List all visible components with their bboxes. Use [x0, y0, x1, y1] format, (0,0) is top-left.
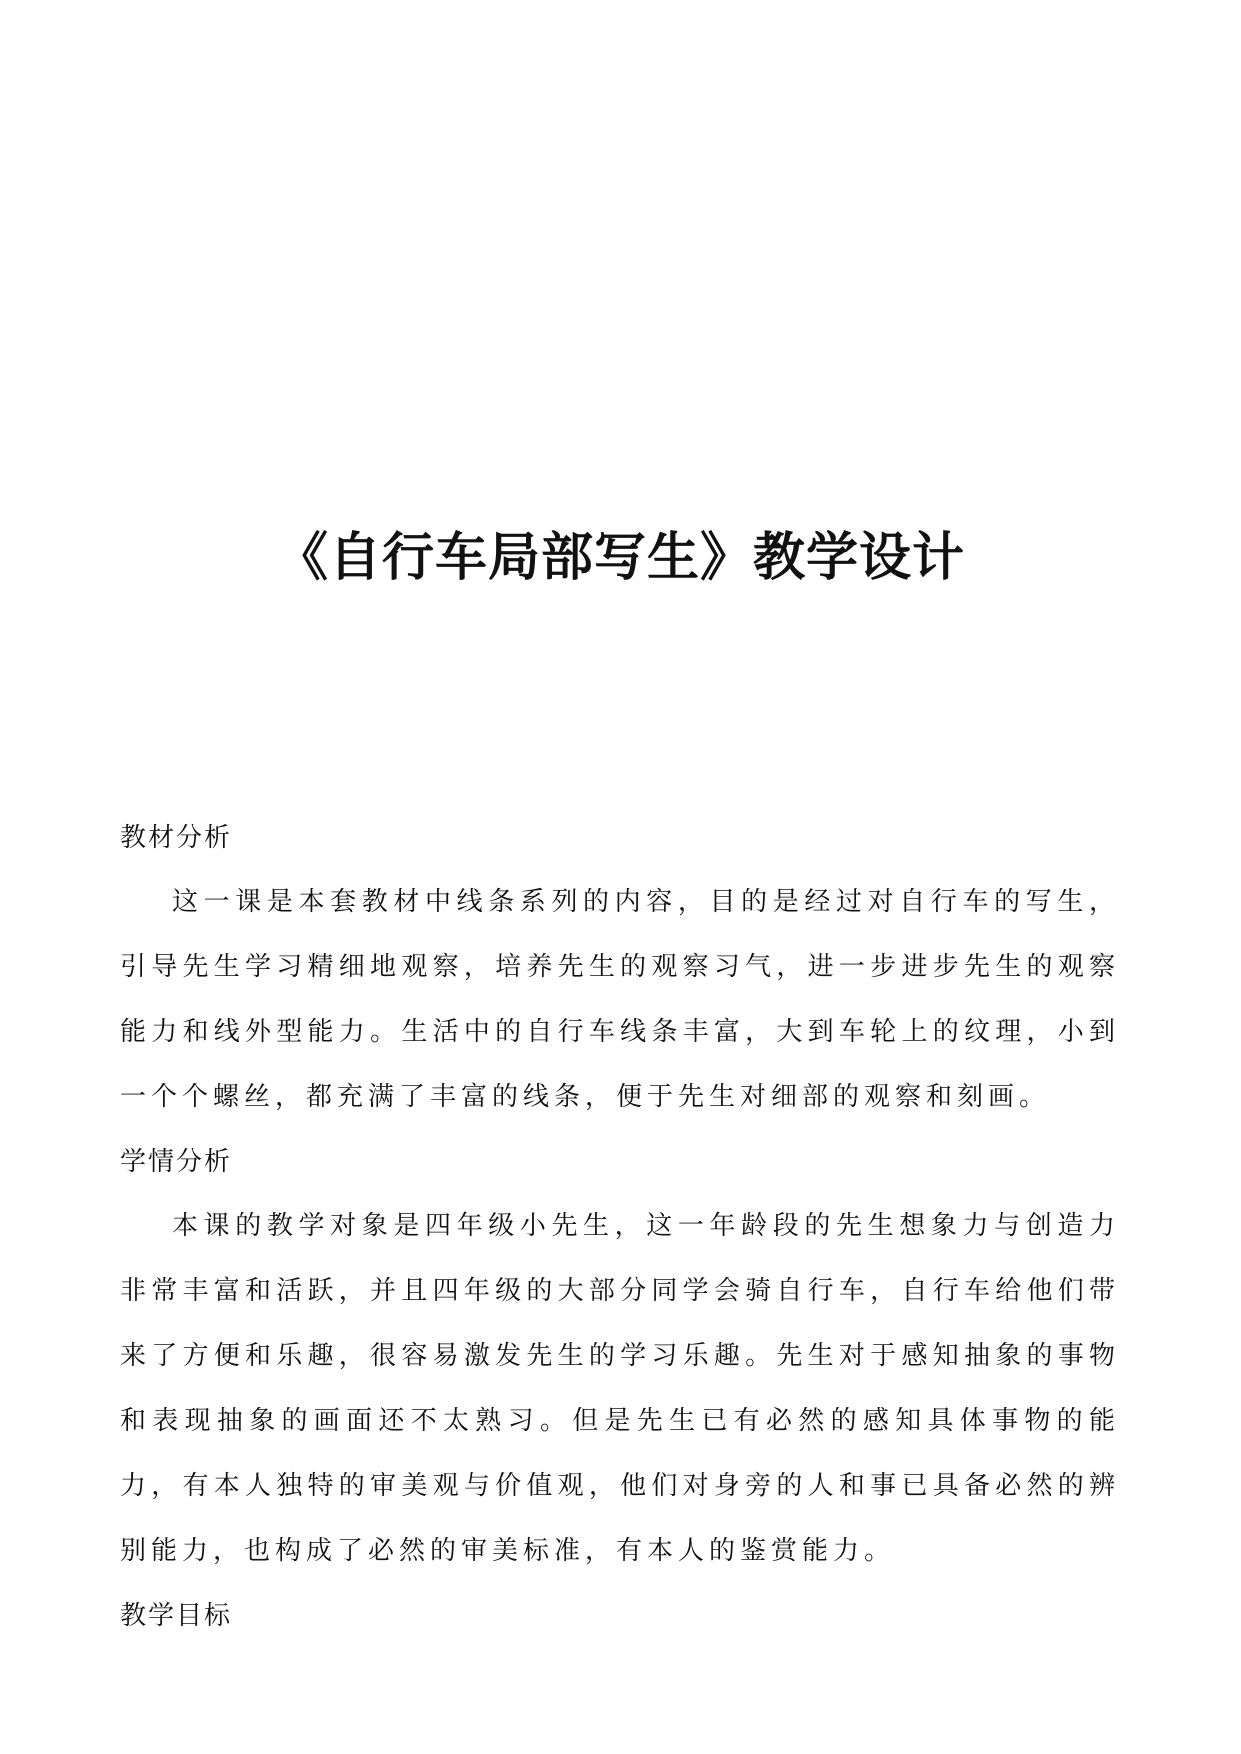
section-teaching-goals	[120, 1584, 1120, 1648]
section-heading: 教材分析	[120, 823, 233, 853]
document-body	[120, 806, 1120, 1648]
section-heading: 学情分析	[120, 1147, 233, 1177]
section-paragraph: 这一课是本套教材中线条系列的内容，目的是经过对自行车的写生，引导先生学习精细地观察，培养先生的观察习气，进一步进步先生的观察能力和线外型能力。生活中的自行车线条丰富，大到车轮上的纹理，小到一个个螺丝，都充满了丰富的线条，便于先生对细部的观察和刻画。	[120, 887, 1120, 1112]
section-paragraph: 本课的教学对象是四年级小先生，这一年龄段的先生想象力与创造力非常丰富和活跃，并且四年级的大部分同学会骑自行车，自行车给他们带来了方便和乐趣，很容易激发先生的学习乐趣。先生对于感知抽象的事物和表现抽象的画面还不太熟习。但是先生已有必然的感知具体事物的能力，有本人独特的审美观与价值观，他们对身旁的人和事已具备必然的辨别能力，也构成了必然的审美标准，有本人的鉴赏能力。	[120, 1211, 1120, 1566]
section-textbook-analysis	[120, 806, 1120, 1130]
document-title: 《自行车局部写生》教学设计	[275, 527, 965, 588]
section-heading: 教学目标	[120, 1601, 233, 1631]
section-student-analysis	[120, 1130, 1120, 1584]
